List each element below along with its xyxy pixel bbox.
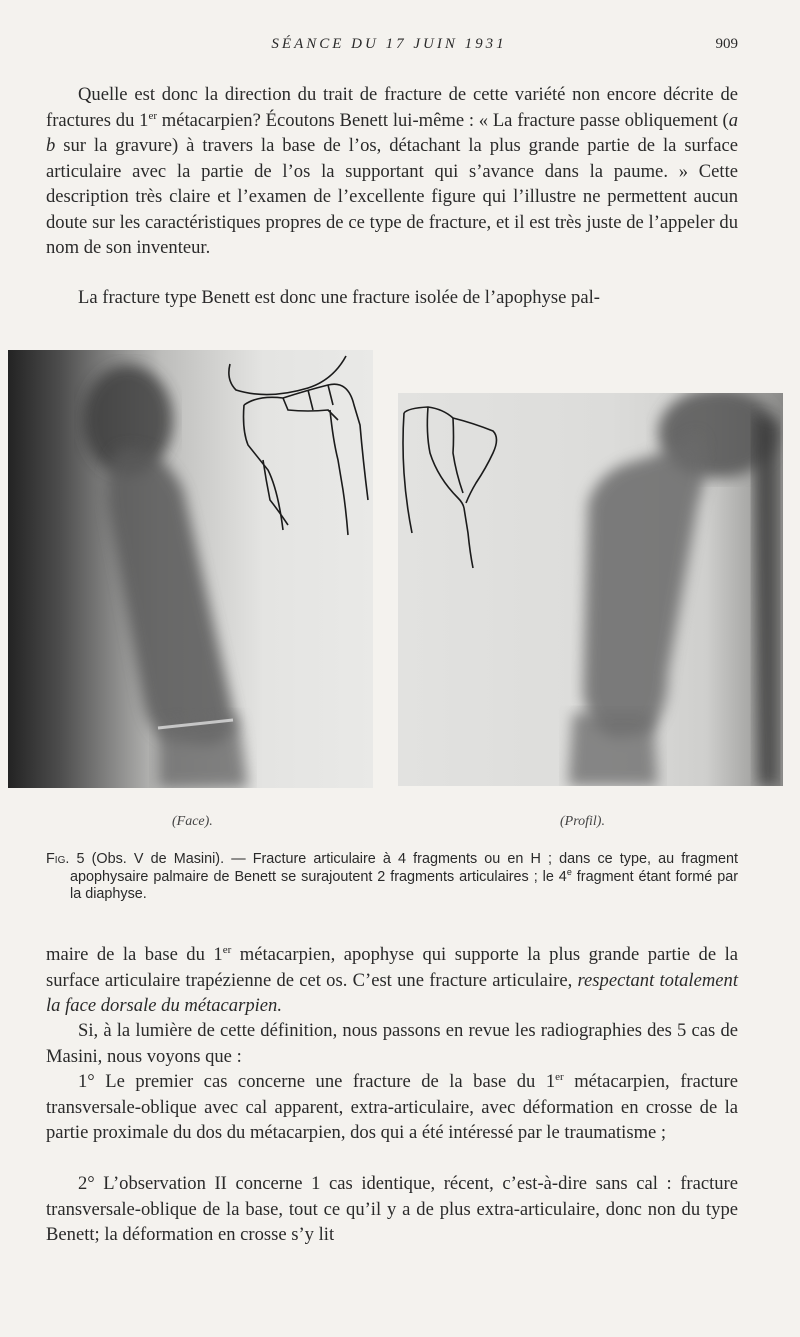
superscript: er bbox=[148, 109, 157, 122]
figure-label-face: (Face). bbox=[172, 814, 213, 829]
paragraph-1-italic: a b bbox=[46, 109, 738, 156]
paragraph-3-text-b: métacarpien, apophyse qui supporte la plus grande partie de la surface articulaire trapézienne de cet os. C’est une fracture articulaire, bbox=[46, 944, 739, 991]
paragraph-1-text-b: métacarpien? Écoutons Benett lui-même : « La fracture passe obliquement ( bbox=[156, 109, 729, 131]
paragraph-5 bbox=[46, 1069, 738, 1146]
paragraph-3 bbox=[46, 942, 738, 1019]
superscript: er bbox=[222, 943, 232, 956]
paragraph-1-text-c: sur la gravure) à travers la base de l’os, détachant la plus grande partie de la surface articulaire avec la partie de l’os la supportant qui s’avance dans la paume. » Cette description très claire et l’examen de l’excellente figure qui l’illustre ne permettent aucun doute sur les caractéristiques propres de ce type de fracture, et il est très juste de l’appeler du nom de son inventeur. bbox=[46, 135, 738, 258]
figure-label-profile: (Profil). bbox=[560, 814, 605, 829]
superscript: er bbox=[555, 1070, 564, 1083]
paragraph-6: 2° L’observation II concerne 1 cas identique, récent, c’est-à-dire sans cal : fracture transversale-oblique de la base, tout ce qu’il y a de plus extra-articulaire, donc non du type Benett; la déformation en crosse s’y lit bbox=[46, 1173, 738, 1245]
figure-caption-lead: Fig. 5 bbox=[46, 851, 85, 867]
header-title: SÉANCE DU 17 JUIN 1931 bbox=[271, 36, 507, 52]
paragraph-4: Si, à la lumière de cette définition, nous passons en revue les radiographies des 5 cas de Masini, nous voyons que : bbox=[46, 1020, 738, 1067]
xray-profile-image bbox=[398, 393, 783, 786]
paragraph-5-text-a: 1° Le premier cas concerne une fracture de la base du 1 bbox=[78, 1071, 556, 1092]
paragraph-5-text-b: métacarpien, fracture transversale-oblique avec cal apparent, extra-articulaire, avec déformation en crosse de la partie proximale du dos du métacarpien, dos qui a été intéressé par le traumatisme ; bbox=[46, 1071, 738, 1143]
paragraph-1 bbox=[46, 82, 738, 261]
running-header bbox=[40, 36, 738, 60]
paragraph-3-italic: respectant totalement la face dorsale du métacarpien. bbox=[46, 969, 738, 1016]
figure-caption-text-a: (Obs. V de Masini). — Fracture articulaire à 4 fragments ou en H ; dans ce type, au fragment apophysaire palmaire de Benett se surajoutent 2 fragments articulaires ; le 4 bbox=[70, 851, 738, 885]
page-number: 909 bbox=[715, 36, 738, 52]
figure-caption bbox=[46, 851, 738, 904]
xray-face-image bbox=[8, 350, 373, 788]
xray-face-drawing bbox=[8, 350, 373, 788]
paragraph-1-text-a: Quelle est donc la direction du trait de fracture de cette variété non encore décrite de fractures du 1 bbox=[46, 84, 738, 131]
paragraph-2: La fracture type Benett est donc une fracture isolée de l’apophyse pal- bbox=[78, 287, 600, 308]
figure-caption-text-b: fragment étant formé par la diaphyse. bbox=[70, 868, 739, 902]
superscript: e bbox=[566, 866, 572, 877]
xray-profile-drawing bbox=[398, 393, 783, 786]
paragraph-3-text-a: maire de la base du 1 bbox=[46, 944, 223, 965]
